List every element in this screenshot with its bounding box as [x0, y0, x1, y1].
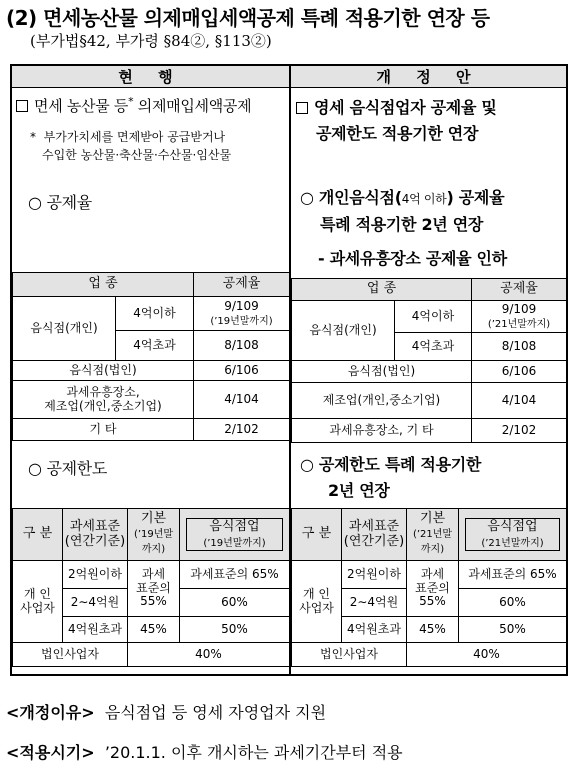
header-cell: 음식점업 (’21년말까지)	[459, 509, 567, 561]
current-column-header: 현 행	[12, 66, 289, 88]
proposed-limit-table	[291, 508, 567, 667]
table-cell: 8/108	[472, 333, 567, 361]
table-cell: 4억원초과	[342, 617, 407, 643]
effective-date: <적용시기> ’20.1.1. 이후 개시하는 과세기간부터 적용	[6, 743, 403, 762]
table-cell: 4/104	[194, 381, 290, 419]
proposed-point-2: - 과세유흥장소 공제율 인하	[318, 249, 507, 268]
table-cell: 개 인 사업자	[292, 561, 342, 643]
proposed-column-header: 개 정 안	[291, 66, 566, 88]
table-cell: 8/108	[194, 331, 290, 361]
table-cell: 법인사업자	[13, 643, 128, 667]
header-cell: 구 분	[13, 509, 63, 561]
table-cell: 기 타	[13, 419, 194, 441]
table-cell: 45%	[407, 617, 459, 643]
table-cell: 음식점(개인)	[292, 301, 395, 361]
table-cell: 과세 표준의 55%	[128, 561, 180, 617]
current-item-title: 면세 농산물 등* 의제매입세액공제	[16, 95, 251, 116]
header-cell: 업 종	[13, 273, 194, 297]
current-limit-heading: ○ 공제한도	[28, 459, 108, 478]
table-cell: 과세유흥장소, 제조업(개인,중소기업)	[13, 381, 194, 419]
table-cell: 2/102	[472, 419, 567, 443]
table-cell: 40%	[407, 643, 567, 667]
legal-reference: (부가법§42, 부가령 §84②, §113②)	[30, 32, 272, 50]
header-cell: 구 분	[292, 509, 342, 561]
header-cell: 공제율	[472, 279, 567, 301]
table-cell: 과세표준의 65%	[459, 561, 567, 589]
table-cell: 법인사업자	[292, 643, 407, 667]
proposed-item-title: 영세 음식점업자 공제율 및 공제한도 적용기한 연장	[296, 95, 497, 147]
proposed-point-1: ○ 개인음식점(4억 이하) 공제율 특례 적용기한 2년 연장	[300, 188, 505, 234]
table-cell: 2억원이하	[342, 561, 407, 589]
table-cell: 음식점(개인)	[13, 297, 116, 361]
table-cell: 4/104	[472, 383, 567, 419]
table-cell: 4억이하	[116, 297, 194, 331]
table-cell: 4억이하	[395, 301, 472, 333]
table-cell: 과세유흥장소, 기 타	[292, 419, 472, 443]
header-cell: 음식점업 (’19년말까지)	[180, 509, 290, 561]
table-cell: 제조업(개인,중소기업)	[292, 383, 472, 419]
table-cell: 45%	[128, 617, 180, 643]
table-cell: 음식점(법인)	[13, 361, 194, 381]
table-cell: 6/106	[194, 361, 290, 381]
table-cell: 60%	[459, 589, 567, 617]
header-cell: 공제율	[194, 273, 290, 297]
table-cell: 6/106	[472, 361, 567, 383]
header-cell: 과세표준 (연간기준)	[342, 509, 407, 561]
table-cell: 9/109 (’19년말까지)	[194, 297, 290, 331]
table-cell: 음식점(법인)	[292, 361, 472, 383]
table-cell: 과세 표준의 55%	[407, 561, 459, 617]
header-cell: 과세표준 (연간기준)	[63, 509, 128, 561]
table-cell: 40%	[128, 643, 290, 667]
page-title: (2) 면세농산물 의제매입세액공제 특례 적용기한 연장 등	[6, 6, 490, 30]
header-cell: 기본 (’21년말 까지)	[407, 509, 459, 561]
table-cell: 60%	[180, 589, 290, 617]
table-cell: 2억원이하	[63, 561, 128, 589]
checkbox-square-icon	[296, 102, 308, 114]
table-cell: 2∼4억원	[63, 589, 128, 617]
table-cell: 4억초과	[116, 331, 194, 361]
current-footnote: * 부가가치세를 면제받아 공급받거나 수입한 농산물·축산물·수산물·임산물	[30, 130, 232, 162]
header-cell: 업 종	[292, 279, 472, 301]
table-cell: 50%	[459, 617, 567, 643]
table-cell: 4억초과	[395, 333, 472, 361]
table-cell: 2∼4억원	[342, 589, 407, 617]
table-cell: 2/102	[194, 419, 290, 441]
current-rate-table	[12, 272, 290, 441]
table-cell: 개 인 사업자	[13, 561, 63, 643]
table-cell: 4억원초과	[63, 617, 128, 643]
header-cell: 기본 (’19년말 까지)	[128, 509, 180, 561]
table-cell: 9/109 (’21년말까지)	[472, 301, 567, 333]
revision-reason: <개정이유> 음식점업 등 영세 자영업자 지원	[6, 703, 327, 722]
table-cell: 과세표준의 65%	[180, 561, 290, 589]
table-cell: 50%	[180, 617, 290, 643]
checkbox-square-icon	[16, 100, 28, 112]
current-rate-heading: ○ 공제율	[28, 193, 92, 212]
proposed-rate-table	[291, 278, 567, 443]
proposed-limit-heading: ○ 공제한도 특례 적용기한 2년 연장	[300, 455, 482, 500]
current-limit-table	[12, 508, 290, 667]
